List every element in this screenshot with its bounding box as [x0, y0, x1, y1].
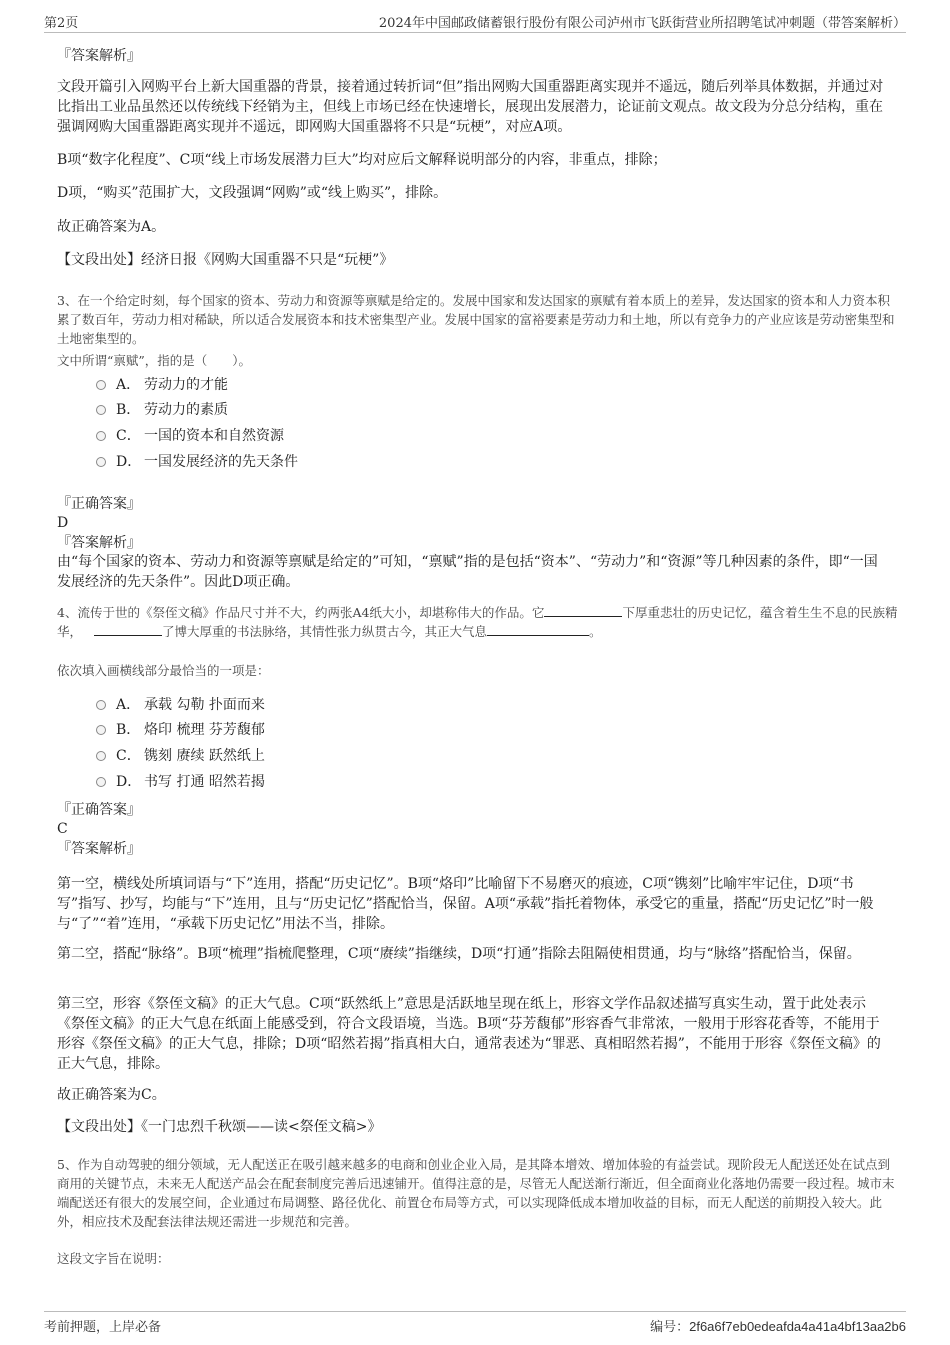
q4-option-d[interactable]: D． 书写 打通 昭然若揭 — [96, 772, 265, 792]
radio-button[interactable] — [96, 380, 106, 390]
q5-question: 这段文字旨在说明： — [57, 1251, 170, 1266]
radio-button[interactable] — [96, 405, 106, 415]
q2-analysis-p3: D项，“购买”范围扩大，文段强调“网购”或“线上购买”，排除。 — [57, 185, 448, 201]
q2-analysis-label: 『答案解析』 — [57, 48, 141, 64]
radio-button[interactable] — [96, 777, 106, 787]
document-code: 编号：2f6a6f7eb0edeafda4a41a4bf13aa2b6 — [650, 1319, 906, 1334]
page-number: 第2页 — [44, 16, 79, 31]
document-title: 2024年中国邮政储蓄银行股份有限公司泸州市飞跃街营业所招聘笔试冲刺题（带答案解析） — [378, 16, 906, 31]
q4-source: 【文段出处】《一门忠烈千秋颂——读<祭侄文稿>》 — [57, 1119, 382, 1135]
q2-analysis-conclusion: 故正确答案为A。 — [57, 219, 166, 235]
q3-option-d[interactable]: D． 一国发展经济的先天条件 — [96, 452, 298, 472]
radio-button[interactable] — [96, 431, 106, 441]
q3-stem: 3、在一个给定时刻，每个国家的资本、劳动力和资源等禀赋是给定的。发展中国家和发达国家的禀赋有着本质上的差异，发达国家的资本和人力资本积累了数百年，劳动力相对稀缺，所以适合发展资本和技术密集型产业。发展中国家的富裕要素是劳动力和土地，所以有竞争力的产业应该是劳动密集型和土地密集型的。 — [57, 293, 895, 346]
q4-question: 依次填入画横线部分最恰当的一项是： — [57, 663, 270, 678]
radio-button[interactable] — [96, 700, 106, 710]
q4-option-a[interactable]: A． 承载 勾勒 扑面而来 — [96, 695, 265, 715]
fill-blank-2 — [94, 622, 162, 636]
q3-option-b[interactable]: B． 劳动力的素质 — [96, 400, 228, 420]
q3-option-a[interactable]: A． 劳动力的才能 — [96, 375, 228, 395]
q3-analysis: 由“每个国家的资本、劳动力和资源等禀赋是给定的”可知，“禀赋”指的是包括“资本”、“劳动力”和“资源”等几种因素的条件，即“一国发展经济的先天条件”。因此D项正确。 — [57, 554, 878, 590]
q4-answer: C — [57, 821, 68, 837]
q2-analysis-p2: B项“数字化程度”、C项“线上市场发展潜力巨大”均对应后文解释说明部分的内容，非重点，排除； — [57, 152, 667, 168]
q4-analysis-p3: 第三空，形容《祭侄文稿》的正大气息。C项“跃然纸上”意思是活跃地呈现在纸上，形容文学作品叙述描写真实生动，置于此处表示《祭侄文稿》的正大气息在纸面上能感受到，符合文段语境，当选。B项“芬芳馥郁”形容香气非常浓，一般用于形容花香等，不能用于形容《祭侄文稿》的正大气息，排除；D项“昭然若揭”指真相大白，通常表述为“罪恶、真相昭然若揭”，不能用于形容《祭侄文稿》的正大气息，排除。 — [57, 996, 881, 1072]
q4-analysis-conclusion: 故正确答案为C。 — [57, 1087, 166, 1103]
q4-analysis-label: 『答案解析』 — [57, 841, 141, 857]
q5-stem: 5、作为自动驾驶的细分领域，无人配送正在吸引越来越多的电商和创业企业入局，是其降本增效、增加体验的有益尝试。现阶段无人配送还处在试点到商用的关键节点，未来无人配送产品会在配套制度完善后迅速铺开。值得注意的是，尽管无人配送渐行渐近，但全面商业化落地仍需要一段过程。城市末端配送还有很大的发展空间，企业通过布局调整、路径优化、前置仓布局等方式，可以实现降低成本增加收益的目标，而无人配送的前期投入较大。此外，相应技术及配套法律法规还需进一步规范和完善。 — [57, 1157, 895, 1229]
q4-option-c[interactable]: C． 镌刻 赓续 跃然纸上 — [96, 746, 265, 766]
radio-button[interactable] — [96, 457, 106, 467]
footer-slogan: 考前押题，上岸必备 — [44, 1320, 162, 1335]
q4-stem: 4、流传于世的《祭侄文稿》作品尺寸并不大，约两张A4纸大小，却堪称伟大的作品。它 下厚重悲壮的历史记忆，蕴含着生生不息的民族精华， 了博大厚重的书法脉络，其情性张力纵贯古今，其正大气息 。 — [57, 605, 898, 639]
radio-button[interactable] — [96, 725, 106, 735]
q3-option-c[interactable]: C． 一国的资本和自然资源 — [96, 426, 284, 446]
q3-answer: D — [57, 515, 69, 531]
fill-blank-1 — [544, 603, 622, 617]
q3-analysis-label: 『答案解析』 — [57, 535, 141, 551]
q2-source: 【文段出处】经济日报《网购大国重器不只是“玩梗”》 — [57, 252, 394, 268]
q4-option-b[interactable]: B． 烙印 梳理 芬芳馥郁 — [96, 720, 265, 740]
q4-analysis-p1: 第一空，横线处所填词语与“下”连用，搭配“历史记忆”。B项“烙印”比喻留下不易磨灭的痕迹，C项“镌刻”比喻牢牢记住，D项“书写”指写、抄写，均能与“下”连用，且与“历史记忆”搭配恰当，保留。A项“承载”指托着物体，承受它的重量，搭配“历史记忆”时一般与“了”“着”连用，“承载下历史记忆”用法不当，排除。 — [57, 876, 874, 932]
q4-answer-label: 『正确答案』 — [57, 802, 141, 818]
q4-analysis-p2: 第二空，搭配“脉络”。B项“梳理”指梳爬整理，C项“赓续”指继续，D项“打通”指除去阻隔使相贯通，均与“脉络”搭配恰当，保留。 — [57, 946, 861, 962]
page-header — [44, 12, 906, 33]
radio-button[interactable] — [96, 751, 106, 761]
q3-question: 文中所谓“禀赋”，指的是（ ）。 — [57, 353, 252, 368]
q2-analysis-p1: 文段开篇引入网购平台上新大国重器的背景，接着通过转折词“但”指出网购大国重器距离实现并不遥远，随后列举具体数据，并通过对比指出工业品虽然还以传统线下经销为主，但线上市场已经在快速增长，展现出发展潜力，论证前文观点。故文段为分总分结构，重在强调网购大国重器距离实现并不遥远，即网购大国重器将不只是“玩梗”，对应A项。 — [57, 79, 884, 135]
q3-answer-label: 『正确答案』 — [57, 496, 141, 512]
page-footer — [44, 1311, 906, 1334]
fill-blank-3 — [487, 622, 589, 636]
